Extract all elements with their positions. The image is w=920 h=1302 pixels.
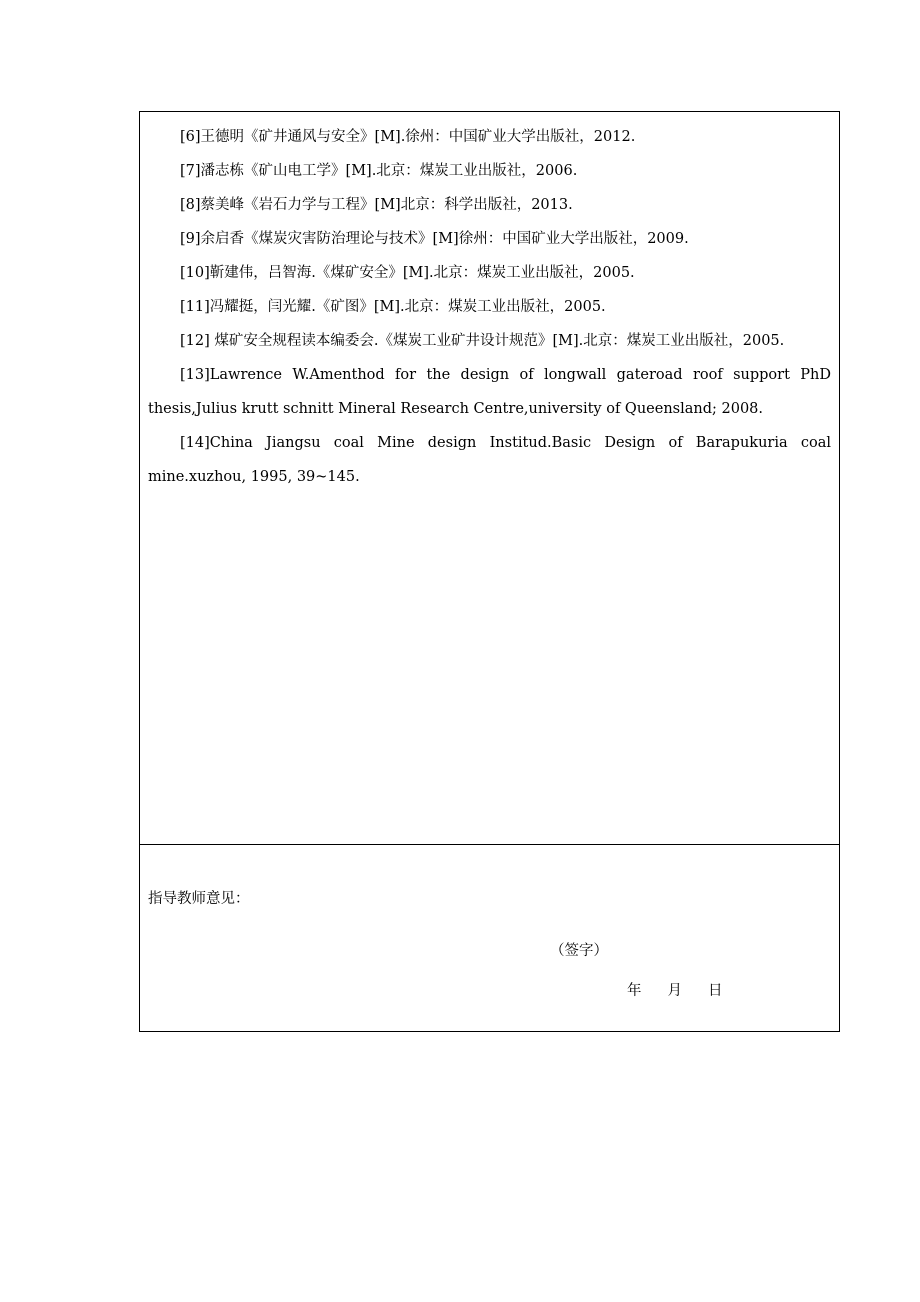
- reference-item: [8]蔡美峰《岩石力学与工程》[M]北京：科学出版社，2013.: [180, 197, 573, 213]
- reference-item: [11]冯耀挺，闫光耀.《矿图》[M].北京：煤炭工业出版社，2005.: [180, 299, 606, 315]
- reference-item: [6]王德明《矿井通风与安全》[M].徐州：中国矿业大学出版社，2012.: [180, 129, 636, 145]
- reference-item: [10]靳建伟，吕智海.《煤矿安全》[M].北京：煤炭工业出版社，2005.: [180, 265, 635, 281]
- date-line: [627, 979, 723, 1000]
- reference-item: [9]余启香《煤炭灾害防治理论与技术》[M]徐州：中国矿业大学出版社，2009.: [180, 231, 689, 247]
- reference-item: [14]China Jiangsu coal Mine design Institud.Basic Design of Barapukuria coal mine.xuzhou, 1995, 39~145.: [148, 435, 831, 485]
- reference-item: [12] 煤矿安全规程读本编委会.《煤炭工业矿井设计规范》[M].北京：煤炭工业出版社，2005.: [180, 333, 785, 349]
- year-label: 年: [627, 983, 642, 999]
- signature-label: （签字）: [550, 943, 608, 959]
- advisor-opinion-cell: [140, 845, 839, 1031]
- day-label: 日: [708, 983, 723, 999]
- advisor-opinion-label: 指导教师意见：: [148, 891, 250, 907]
- form-table: [139, 111, 840, 1032]
- reference-item: [13]Lawrence W.Amenthod for the design of longwall gateroad roof support PhD thesis,Julius krutt schnitt Mineral Research Centre,university of Queensland; 2008.: [148, 367, 831, 417]
- references-cell: [140, 112, 839, 845]
- month-label: 月: [667, 983, 682, 999]
- reference-item: [7]潘志栋《矿山电工学》[M].北京：煤炭工业出版社，2006.: [180, 163, 578, 179]
